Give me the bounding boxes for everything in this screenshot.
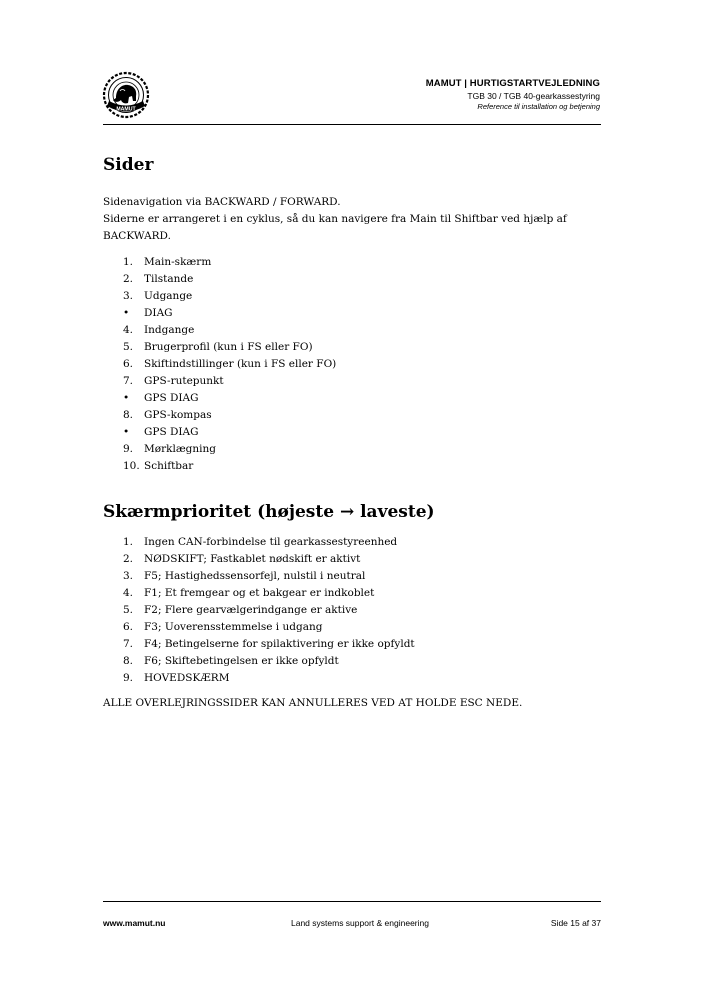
- footer-divider: [103, 901, 601, 902]
- cycle-paragraph: Siderne er arrangeret i en cyklus, så du kan navigere fra Main til Shiftbar ved hjælp af BACKWARD.: [103, 213, 567, 242]
- logo-text: MAMUT: [116, 106, 136, 113]
- list-marker: 10.: [123, 460, 140, 472]
- list-marker: 6.: [123, 358, 134, 370]
- list-marker: 8.: [123, 409, 134, 421]
- list-item-text: Indgange: [144, 324, 195, 336]
- list-item-text: Main-skærm: [144, 256, 212, 268]
- list-item-text: F4; Betingelserne for spilaktivering er ikke opfyldt: [144, 638, 415, 650]
- list-item: [123, 271, 603, 288]
- list-item-text: HOVEDSKÆRM: [144, 672, 230, 684]
- main-content: [103, 152, 603, 712]
- list-item: [123, 356, 603, 373]
- footer-page-number: Side 15 af 37: [550, 918, 601, 928]
- list-marker: 2.: [123, 273, 134, 285]
- list-marker: 5.: [123, 341, 134, 353]
- list-item-text: F5; Hastighedssensorfejl, nulstil i neutral: [144, 570, 366, 582]
- list-item-text: F3; Uoverensstemmelse i udgang: [144, 621, 323, 633]
- list-item: [123, 305, 603, 322]
- list-marker: 3.: [123, 290, 134, 302]
- list-item-text: NØDSKIFT; Fastkablet nødskift er aktivt: [144, 553, 361, 565]
- header-divider: [103, 124, 601, 125]
- list-marker: •: [123, 392, 130, 404]
- list-marker: •: [123, 426, 130, 438]
- list-item: [123, 373, 603, 390]
- list-item: [123, 653, 603, 670]
- list-item: [123, 339, 603, 356]
- list-item-text: Schiftbar: [144, 460, 194, 472]
- header-title: MAMUT | HURTIGSTARTVEJLEDNING: [425, 78, 600, 89]
- list-item-text: Skiftindstillinger (kun i FS eller FO): [144, 358, 337, 370]
- list-item: [123, 585, 603, 602]
- list-item: [123, 441, 603, 458]
- priority-list: [103, 534, 603, 687]
- list-item-text: GPS-kompas: [144, 409, 212, 421]
- list-marker: •: [123, 307, 130, 319]
- list-item-text: F6; Skiftebetingelsen er ikke opfyldt: [144, 655, 339, 667]
- footer-website: www.mamut.nu: [103, 918, 166, 928]
- footer-tagline: Land systems support & engineering: [291, 918, 429, 928]
- list-item-text: DIAG: [144, 307, 173, 319]
- list-item: [123, 551, 603, 568]
- list-marker: 2.: [123, 553, 134, 565]
- list-item: [123, 636, 603, 653]
- list-item-text: GPS DIAG: [144, 426, 199, 438]
- navigation-paragraph: Sidenavigation via BACKWARD / FORWARD.: [103, 196, 341, 208]
- list-item-text: GPS-rutepunkt: [144, 375, 224, 387]
- list-marker: 1.: [123, 536, 134, 548]
- header-reference: Reference til installation og betjening: [477, 102, 600, 111]
- list-marker: 9.: [123, 672, 134, 684]
- list-marker: 5.: [123, 604, 134, 616]
- list-item-text: Udgange: [144, 290, 193, 302]
- list-item: [123, 619, 603, 636]
- list-item-text: GPS DIAG: [144, 392, 199, 404]
- list-marker: 4.: [123, 324, 134, 336]
- mamut-logo: [101, 70, 151, 120]
- list-marker: 9.: [123, 443, 134, 455]
- list-item: [123, 458, 603, 475]
- list-item: [123, 254, 603, 271]
- list-item: [123, 390, 603, 407]
- list-item-text: Tilstande: [144, 273, 194, 285]
- list-marker: 3.: [123, 570, 134, 582]
- header-subtitle: TGB 30 / TGB 40-gearkassestyring: [467, 91, 600, 101]
- section-heading-sider: Sider: [103, 155, 154, 175]
- list-marker: 7.: [123, 638, 134, 650]
- list-item: [123, 407, 603, 424]
- list-item: [123, 534, 603, 551]
- section-heading-priority: Skærmprioritet (højeste → laveste): [103, 502, 435, 522]
- pages-list: [103, 254, 603, 475]
- list-item-text: F2; Flere gearvælgerindgange er aktive: [144, 604, 358, 616]
- list-item-text: Ingen CAN-forbindelse til gearkassestyreenhed: [144, 536, 398, 548]
- list-item: [123, 670, 603, 687]
- list-item-text: Mørklægning: [144, 443, 217, 455]
- header: [426, 78, 600, 112]
- list-marker: 1.: [123, 256, 134, 268]
- list-item: [123, 288, 603, 305]
- list-item: [123, 424, 603, 441]
- escape-note: ALLE OVERLEJRINGSSIDER KAN ANNULLERES VED AT HOLDE ESC NEDE.: [103, 697, 523, 709]
- list-marker: 7.: [123, 375, 134, 387]
- list-item: [123, 322, 603, 339]
- list-marker: 6.: [123, 621, 134, 633]
- list-item: [123, 602, 603, 619]
- list-item-text: F1; Et fremgear og et bakgear er indkoblet: [144, 587, 375, 599]
- list-item: [123, 568, 603, 585]
- list-marker: 8.: [123, 655, 134, 667]
- list-marker: 4.: [123, 587, 134, 599]
- list-item-text: Brugerprofil (kun i FS eller FO): [144, 341, 313, 353]
